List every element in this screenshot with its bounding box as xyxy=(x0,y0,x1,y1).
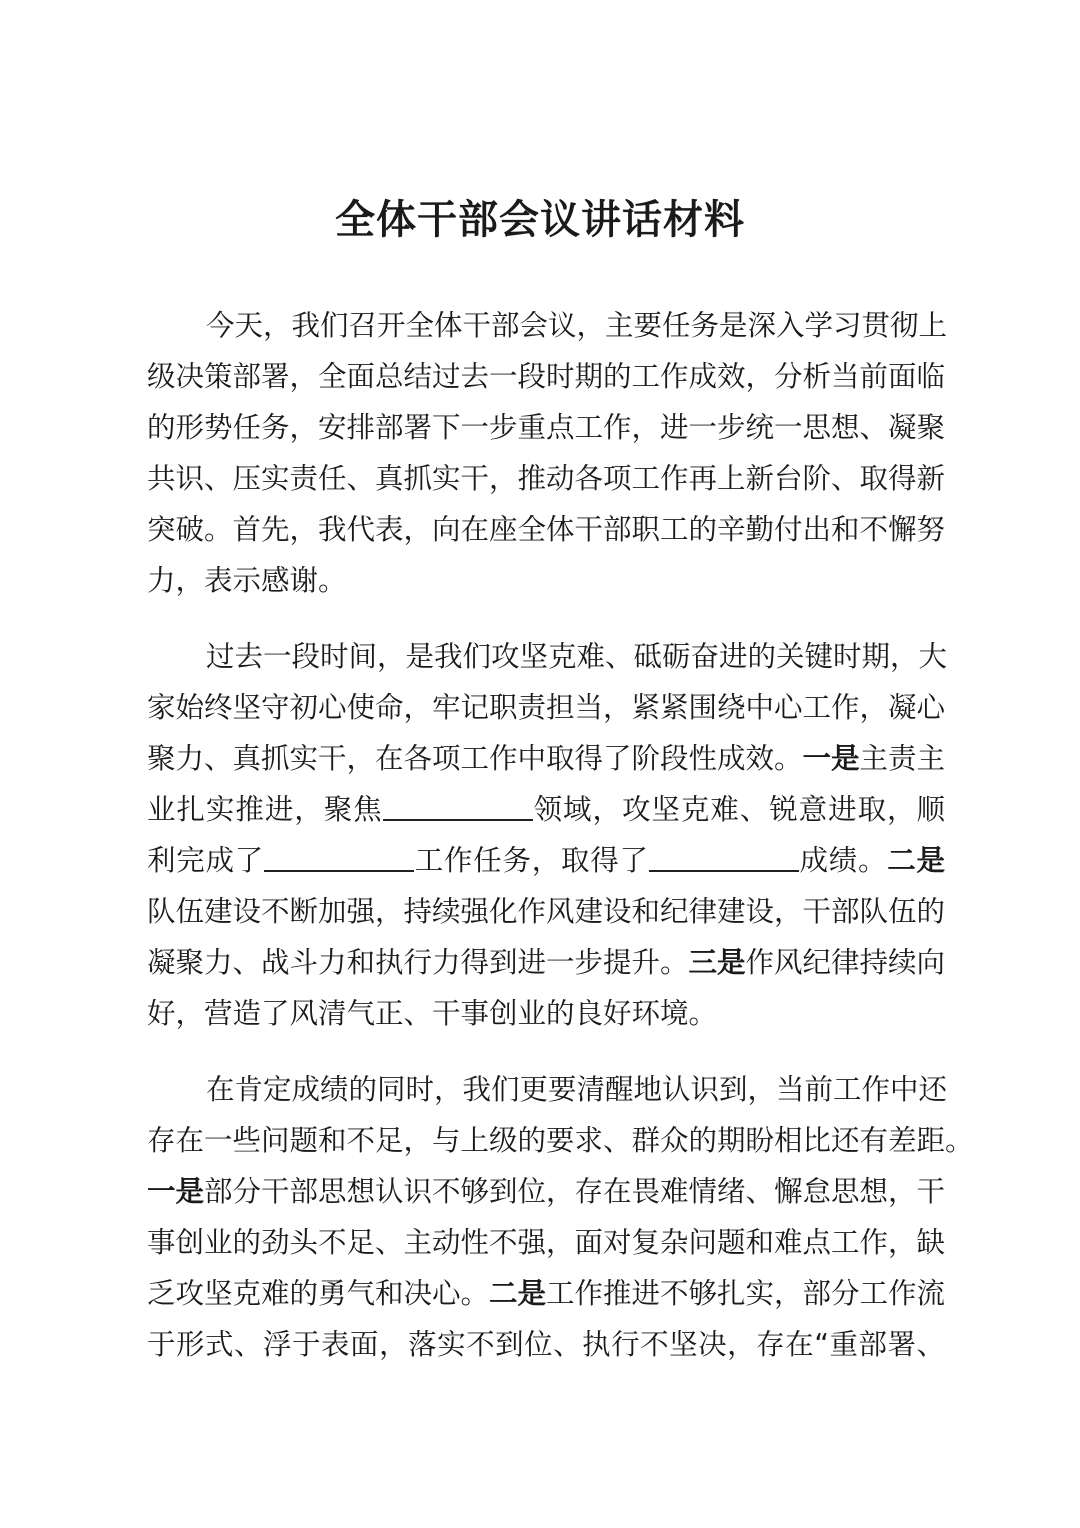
text-segment: 利完成了 xyxy=(147,844,264,877)
text-segment: 存在一些问题和不足，与上级的要求、群众的期盼相比还有差距。 xyxy=(147,1124,974,1157)
text-segment: 级决策部署，全面总结过去一段时期的工作成效，分析当前面临 xyxy=(147,360,946,393)
text-segment: 工作推进不够扎实，部分工作流 xyxy=(546,1277,946,1310)
text-line xyxy=(147,504,945,555)
text-segment: 聚力、真抓实干，在各项工作中取得了阶段性成效。 xyxy=(147,742,803,775)
text-segment: 成绩。 xyxy=(798,844,888,877)
paragraph xyxy=(147,300,948,606)
text-line xyxy=(147,682,945,733)
text-segment: 部分干部思想认识不够到位，存在畏难情绪、懈怠思想，干 xyxy=(204,1175,946,1208)
text-segment: 队伍建设不断加强，持续强化作风建设和纪律建设，干部队伍的 xyxy=(147,895,946,928)
text-segment: 在肯定成绩的同时，我们更要清醒地认识到，当前工作中还 xyxy=(206,1073,948,1106)
text-segment: 作风纪律持续向 xyxy=(745,946,946,979)
text-segment: 今天，我们召开全体干部会议，主要任务是深入学习贯彻上 xyxy=(206,309,948,342)
paragraph xyxy=(147,631,948,1039)
text-line xyxy=(147,1268,945,1319)
bold-ordinal: 一是 xyxy=(147,1175,205,1208)
fill-in-blank xyxy=(383,785,533,821)
text-line xyxy=(147,1217,945,1268)
bold-ordinal: 一是 xyxy=(802,742,860,775)
paragraph xyxy=(147,1064,974,1370)
bold-ordinal: 二是 xyxy=(887,844,945,877)
text-line xyxy=(147,402,945,453)
text-line xyxy=(147,1064,948,1115)
document-title: 全体干部会议讲话材料 xyxy=(335,196,745,243)
text-line xyxy=(147,453,945,504)
document-body xyxy=(147,300,974,1395)
text-segment: 工作任务，取得了 xyxy=(414,844,649,877)
text-segment: 业扎实推进，聚焦 xyxy=(147,793,383,826)
text-line xyxy=(147,937,945,988)
text-segment: 领域，攻坚克难、锐意进取，顺 xyxy=(532,793,945,826)
text-segment: 事创业的劲头不足、主动性不强，面对复杂问题和难点工作，缺 xyxy=(147,1226,946,1259)
text-segment: 家始终坚守初心使命，牢记职责担当，紧紧围绕中心工作，凝心 xyxy=(147,691,946,724)
text-line xyxy=(147,351,945,402)
text-segment: 的形势任务，安排部署下一步重点工作，进一步统一思想、凝聚 xyxy=(147,411,946,444)
text-segment: 好，营造了风清气正、干事创业的良好环境。 xyxy=(147,997,718,1030)
text-line xyxy=(147,835,945,886)
text-line xyxy=(147,733,945,784)
text-line xyxy=(147,886,945,937)
text-segment: 突破。首先，我代表，向在座全体干部职工的辛勤付出和不懈努 xyxy=(147,513,946,546)
text-line xyxy=(147,988,945,1039)
text-line xyxy=(147,300,948,351)
bold-ordinal: 三是 xyxy=(688,946,746,979)
text-segment: 凝聚力、战斗力和执行力得到进一步提升。 xyxy=(147,946,689,979)
bold-ordinal: 二是 xyxy=(489,1277,547,1310)
text-line xyxy=(147,784,945,835)
fill-in-blank xyxy=(649,836,799,872)
text-line xyxy=(147,1115,974,1166)
fill-in-blank xyxy=(264,836,414,872)
text-line xyxy=(147,1319,945,1370)
text-segment: 乏攻坚克难的勇气和决心。 xyxy=(147,1277,490,1310)
text-line xyxy=(147,1166,945,1217)
text-segment: 过去一段时间，是我们攻坚克难、砥砺奋进的关键时期，大 xyxy=(206,640,948,673)
text-segment: 共识、压实责任、真抓实干，推动各项工作再上新台阶、取得新 xyxy=(147,462,946,495)
text-line xyxy=(147,631,948,682)
text-segment: 于形式、浮于表面，落实不到位、执行不坚决，存在“重部署、 xyxy=(147,1328,945,1361)
text-line xyxy=(147,555,945,606)
text-segment: 主责主 xyxy=(859,742,946,775)
text-segment: 力，表示感谢。 xyxy=(147,564,347,597)
